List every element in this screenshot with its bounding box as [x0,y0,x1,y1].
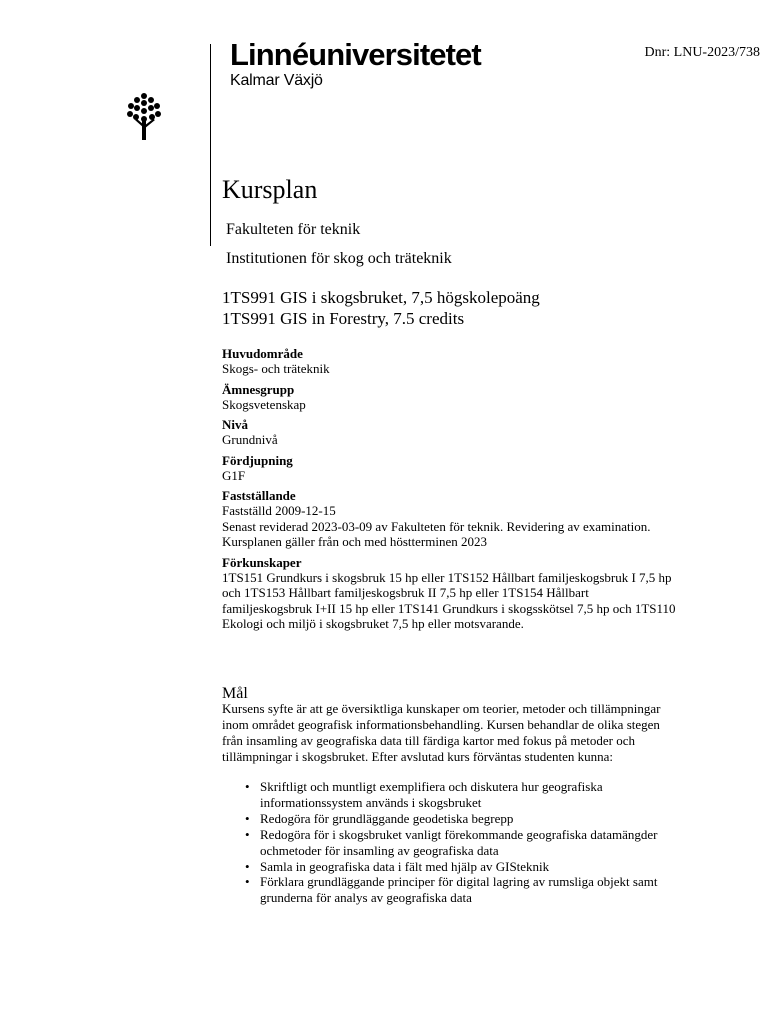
university-campuses: Kalmar Växjö [230,72,323,89]
faculty-name: Fakulteten för teknik [226,221,361,238]
meta-field-label: Ämnesgrupp [222,381,295,397]
meta-field [222,346,742,377]
goals-list-item [222,811,722,827]
meta-field-value: Kursplanen gäller från och med höstterminen 2023 [222,534,487,549]
meta-field-label: Fördjupning [222,452,293,468]
goals-intro-line: tillämpningar i skogsbruket. Efter avslutad kurs förväntas studenten kunna: [222,748,613,764]
bullet-icon: • [245,858,250,874]
meta-field-label: Fastställande [222,488,296,503]
meta-field [222,417,742,448]
goals-list-item-line: Samla in geografiska data i fält med hjälp av GISteknik [260,858,550,874]
meta-field-value: Fastställd 2009-12-15 [222,503,336,518]
goals-list [222,779,722,906]
course-title-swedish: 1TS991 GIS i skogsbruket, 7,5 högskolepoäng [222,288,540,307]
meta-field [222,382,742,413]
goals-list-item-line: Förklara grundläggande principer för digital lagring av rumsliga objekt samt [260,874,658,890]
header-divider [210,44,211,246]
meta-field-label: Huvudområde [222,346,303,361]
meta-field-value: 1TS151 Grundkurs i skogsbruk 15 hp eller 1TS152 Hållbart familjeskogsbruk I 7,5 hp [222,569,672,585]
goals-intro [222,701,742,765]
tree-logo-icon [125,92,163,140]
bullet-icon: • [245,874,250,890]
goals-list-item-line: Redogöra för i skogsbruket vanligt förekommande geografiska datamängder [260,826,658,842]
document-number: Dnr: LNU-2023/738 [644,45,760,60]
meta-field-value: Grundnivå [222,432,278,447]
goals-list-item-line: grunderna för analys av geografiska data [260,890,472,906]
document-title: Kursplan [222,175,318,204]
meta-field-value: Skogs- och träteknik [222,361,330,376]
bullet-icon: • [245,810,250,826]
meta-field-value: familjeskogsbruk I+II 15 hp eller 1TS141 Grundkurs i skogsskötsel 7,5 hp och 1TS110 [222,600,676,616]
goals-intro-line: inom området geografisk informationsbehandling. Kursen behandlar de olika stegen [222,716,660,732]
course-title-english: 1TS991 GIS in Forestry, 7.5 credits [222,309,465,328]
university-logo-text: Linnéuniversitetet [230,37,481,72]
meta-field-value: Senast reviderad 2023-03-09 av Fakulteten för teknik. Revidering av examination. [222,518,651,534]
department-name: Institutionen för skog och träteknik [226,250,452,267]
goals-list-item-line: ochmetoder för insamling av geografiska data [260,842,499,858]
goals-list-item [222,827,722,859]
course-metadata [222,346,742,637]
meta-field [222,488,742,550]
meta-field [222,453,742,484]
goals-list-item [222,859,722,875]
meta-field [222,555,742,632]
meta-field-value: och 1TS153 Hållbart familjeskogsbruk II 7,5 hp eller 1TS154 Hållbart [222,585,589,600]
bullet-icon: • [245,826,250,842]
course-title [222,287,540,329]
goals-list-item-line: Skriftligt och muntligt exemplifiera och diskutera hur geografiska [260,779,603,794]
goals-list-item [222,874,722,906]
goals-intro-line: från insamling av geografiska data till färdiga kartor med fokus på metoder och [222,732,635,748]
meta-field-label: Förkunskaper [222,554,302,570]
goals-list-item [222,779,722,811]
meta-field-label: Nivå [222,417,248,432]
bullet-icon: • [245,779,250,794]
goals-list-item-line: informationssystem används i skogsbruket [260,794,482,810]
goals-list-item-line: Redogöra för grundläggande geodetiska begrepp [260,810,514,826]
meta-field-value: G1F [222,467,246,483]
goals-intro-line: Kursens syfte är att ge översiktliga kunskaper om teorier, metoder och tillämpningar [222,701,661,716]
meta-field-value: Ekologi och miljö i skogsbruket 7,5 hp eller motsvarande. [222,616,524,631]
meta-field-value: Skogsvetenskap [222,396,306,412]
goals-heading: Mål [222,685,248,702]
